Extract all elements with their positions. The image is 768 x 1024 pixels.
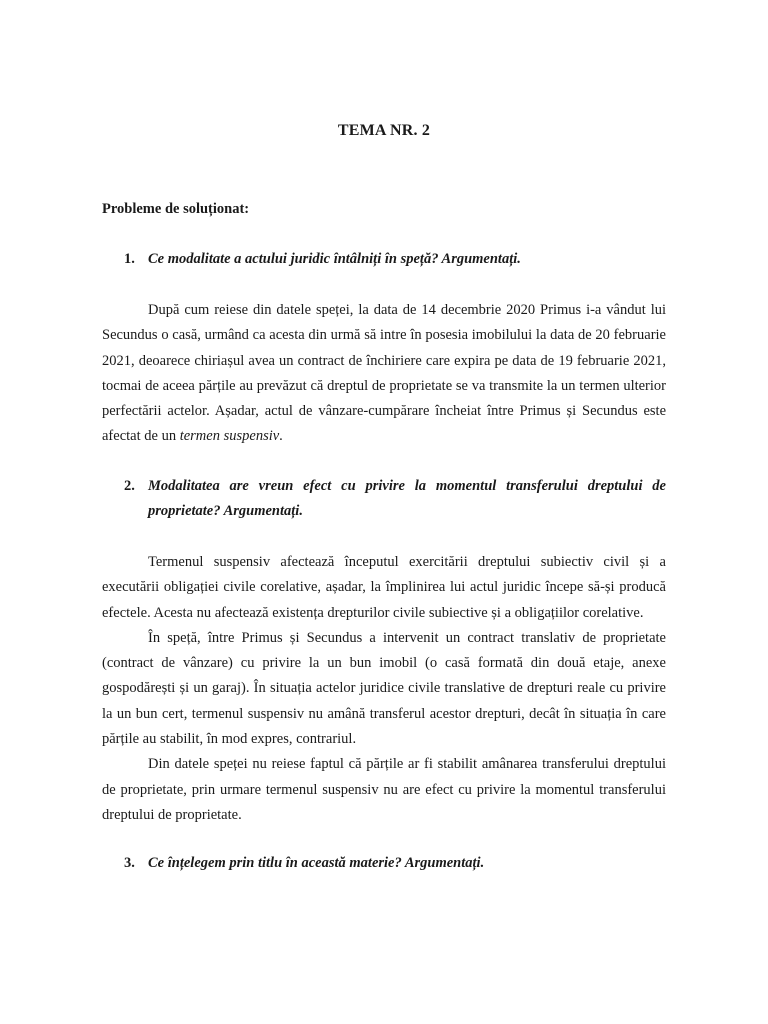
question-text: Ce modalitate a actului juridic întâlniți în speță? Argumentați. — [148, 251, 521, 267]
question-1 — [102, 247, 666, 272]
question-3 — [102, 851, 666, 876]
question-text: Ce înțelegem prin titlu în această materie? Argumentați. — [148, 855, 485, 871]
answer-1 — [102, 298, 666, 450]
section-heading: Probleme de soluționat: — [102, 201, 250, 217]
answer-2 — [102, 550, 666, 828]
emphasis-text: termen suspensiv — [179, 428, 280, 445]
question-number: 2. — [124, 478, 135, 494]
question-text: Modalitatea are vreun efect cu privire la momentul transferului dreptului de proprietate? Argumentați. — [148, 478, 666, 519]
answer-paragraph: În speță, între Primus și Secundus a intervenit un contract translativ de proprietate (contract de vânzare) cu privire la un bun imobil (o casă formată din două etaje, anexe gospodărești și un garaj). În situația actelor juridice civile translative de drepturi reale cu privire la un bun cert, termenul suspensiv nu amână transferul acestor drepturi, decât în situația în care părțile au stabilit, în mod expres, contrariul. — [102, 629, 666, 748]
question-number: 1. — [124, 251, 135, 267]
answer-paragraph: Din datele speței nu reiese faptul că părțile ar fi stabilit amânarea transferului dreptului de proprietate, prin urmare termenul suspensiv nu are efect cu privire la momentul transferului dreptului de proprietate. — [102, 756, 666, 823]
document-title: TEMA NR. 2 — [337, 122, 431, 139]
answer-paragraph: Termenul suspensiv afectează începutul exercitării dreptului subiectiv civil și a executării obligației civile corelative, așadar, la împlinirea lui actul juridic începe să-și producă efectele. Acesta nu afectează existența drepturilor civile subiective și a obligațiilor corelative. — [102, 554, 666, 621]
question-number: 3. — [124, 855, 135, 871]
question-2 — [102, 474, 666, 524]
answer-paragraph: După cum reiese din datele speței, la data de 14 decembrie 2020 Primus i-a vândut lui Secundus o casă, urmând ca acesta din urmă să intre în posesia imobilului la data de 20 februarie 2021, deoarece chiriașul avea un contract de închiriere care expira pe data de 19 februarie 2021, tocmai de aceea părțile au prevăzut că dreptul de proprietate se va transmite la un termen ulterior perfectării actelor. Așadar, actul de vânzare-cumpărare încheiat între Primus și Secundus este afectat de un termen suspensiv. — [102, 302, 666, 445]
